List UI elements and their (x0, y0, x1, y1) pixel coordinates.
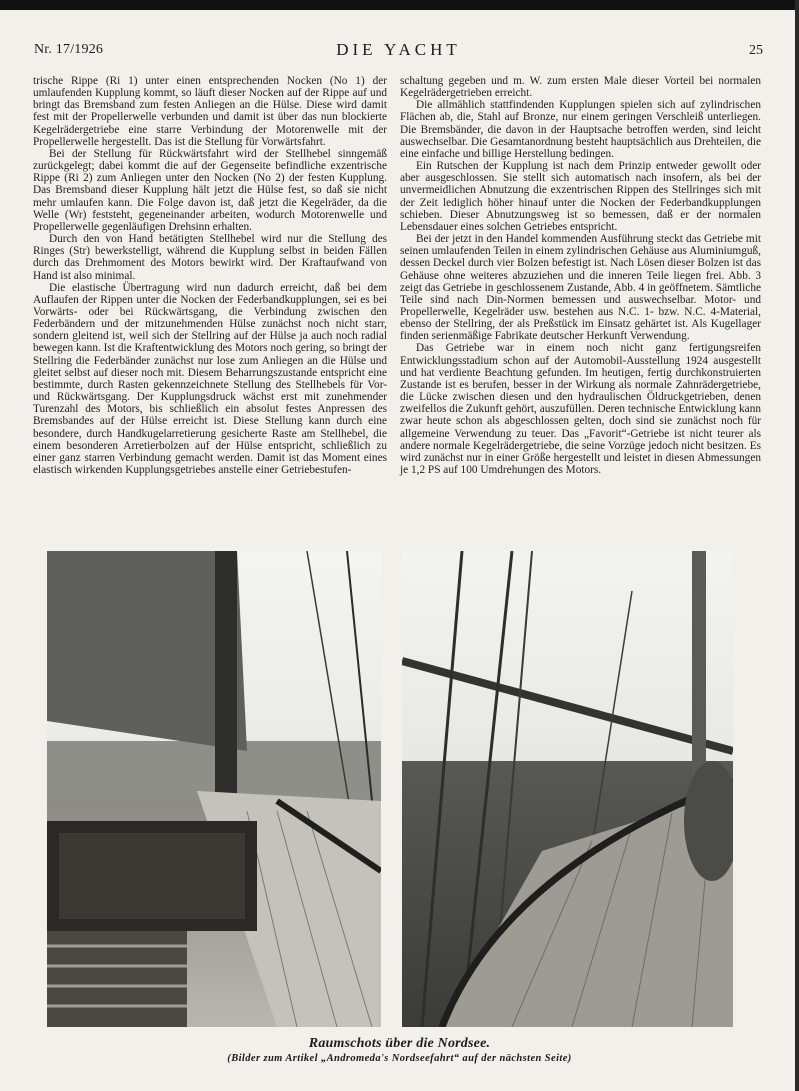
page-number: 25 (749, 43, 763, 58)
paragraph: trische Rippe (Ri 1) unter einen entsprechenden Nocken (No 1) der umlaufenden Kupplung kommt, so läuft dieser Nocken auf der Rippe auf und bringt das Bremsband zum festen Anliegen an die Hülse. Diese wird damit fest mit der Propellerwelle verbunden und damit ist über das nun blockierte Kegelrädergetriebe eine starre Verbindung der Motorenwelle mit der Propellerwelle hergestellt. Das ist die Stellung für Vorwärtsfahrt. (33, 75, 387, 148)
photo-yacht-bow-rigging (402, 551, 733, 1027)
paragraph: Bei der jetzt in den Handel kommenden Ausführung steckt das Getriebe mit seinen umlaufenden Teilen in einem zylindrischen Gehäuse aus Aluminiumguß, dessen Deckel durch vier Bolzen befestigt ist. Nach Lösen dieser Bolzen ist das Gehäuse ohne weiteres abzuziehen und die inneren Teile liegen frei. Abb. 3 zeigt das Getriebe in geschlossenem Zustande, Abb. 4 in geöffnetem. Sämtliche Teile sind nach Din-Normen bemessen und auswechselbar. Motor- und Propellerwelle, Kegelräder usw. bestehen aus N.C. 1- bzw. N.C. 4-Material, ebenso der Stellring, der als Preßstück im Einsatz gehärtet ist. Als Kugellager finden serienmäßige Fabrikate deutscher Herkunft Verwendung. (400, 233, 761, 343)
paragraph: Bei der Stellung für Rückwärtsfahrt wird der Stellhebel sinngemäß zurückgelegt; dabei kommt die auf der Gegenseite befindliche exzentrische Rippe (Ri 2) zum Anliegen unter den Nocken (No 2) der festen Kupplung. Das Bremsband dieser Kupplung hält jetzt die Hülse fest, so daß sie nicht mehr umlaufen kann. Die Folge davon ist, daß jetzt die Kegelräder, da die Welle (Wr) feststeht, gegeneinander arbeiten, wodurch Motorenwelle und Propellerwelle gegenläufigen Drehsinn erhalten. (33, 147, 387, 233)
magazine-title: DIE YACHT (336, 40, 461, 59)
paragraph: Das Getriebe war in einem noch nicht ganz fertigungsreifen Entwicklungsstadium schon auf der Automobil-Ausstellung 1924 ausgestellt und hat verdiente Beachtung gefunden. Im heutigen, fertig durchkonstruierten Zustande ist es berufen, besser in der Wirkung als normale Zahnrädergetriebe, die Lücke zwischen diesen und den hydraulischen Öldruckgetrieben, denen zweifellos die Zukunft gehört, auszufüllen. Deren technische Entwicklung kann zwar heute schon als abgeschlossen gelten, doch sind sie zunächst noch für allgemeine Verwendung zu teuer. Das „Favorit“-Getriebe ist nicht teurer als andere normale Kegelrädergetriebe, die seine Vorzüge jedoch nicht besitzen. Es wird zunächst nur in einer Größe hergestellt und leistet in diesen Abmessungen je 1,2 PS auf 100 Umdrehungen des Motors. (400, 342, 761, 476)
text-column-right (400, 75, 761, 476)
caption-title: Raumschots über die Nordsee. (308, 1036, 491, 1051)
paragraph: Die allmählich stattfindenden Kupplungen spielen sich auf zylindrischen Flächen ab, die, Stahl auf Bronze, nur einem geringen Verschleiß unterliegen. Die Bremsbänder, die davon in der Hauptsache betroffen werden, sind leicht auswechselbar. Die Gesamtanordnung besteht hauptsächlich aus Drehteilen, die eine einfache und billige Herstellung bedingen. (400, 99, 761, 160)
paragraph: Durch den von Hand betätigten Stellhebel wird nur die Stellung des Ringes (Str) bewerkstelligt, während die Kupplung selbst in beiden Fällen durch das Drehmoment des Motors bewirkt wird. Der Kraftaufwand von Hand ist also minimal. (33, 233, 387, 282)
scan-top-edge (0, 0, 799, 10)
photo-yacht-deck-sail (47, 551, 381, 1027)
figure-caption (0, 1036, 799, 1064)
paragraph: Ein Rutschen der Kupplung ist nach dem Prinzip entweder gewollt oder aber ausgeschlossen. Sie stellt sich automatisch nach insofern, als bei der unvermeidlichen Abnutzung die exzentrischen Rippen des Stellringes sich mit der Zeit lediglich höher hinauf unter die Nocken der Federbandkupplungen schieben. Dieser Abnutzungsweg ist so bemessen, daß er der normalen Lebensdauer eines solchen Getriebes entspricht. (400, 160, 761, 233)
issue-number: Nr. 17/1926 (34, 42, 104, 57)
text-column-left (33, 75, 387, 476)
scan-right-edge (795, 0, 799, 1091)
page-header (34, 40, 763, 62)
caption-subtitle: (Bilder zum Artikel „Andromeda's Nordseefahrt“ auf der nächsten Seite) (227, 1053, 572, 1064)
paragraph: Die elastische Übertragung wird nun dadurch erreicht, daß bei dem Auflaufen der Rippen unter die Nocken der Federbandkupplungen, sei es bei Vorwärts- oder bei Rückwärtsgang, die Verbindung zwischen den Federbändern und der mitzunehmenden Hülse zunächst noch nicht starr, sondern gleitend ist, weil sich der Stellring auf der Hülse ja auch noch radial bewegen kann. Ist die Kraftentwicklung des Motors noch gering, so bringt der Stellring die Federbänder zunächst nur lose zum Anliegen an die Hülse und gleitet selbst auf dieser noch mit. Diesem Beharrungszustande entspricht eine bestimmte, durch Rasten gekennzeichnete Stellung des Stellhebels für Vor- und Rückwärtsgang. Der Kupplungsdruck wächst erst mit zunehmender Turenzahl des Motors, bis schließlich ein absolut festes Anpressen des Bremsbandes auf der Hülse erreicht ist. Diese Stellung kann durch eine besondere, durch Handkugelarretierung gesicherte Raste am Stellhebel, die einem besonderen Arretierbolzen auf der Hülse entspricht, schließlich zu einer ganz starren Verbindung gemacht werden. Damit ist das Moment eines elastisch wirkenden Kupplungsgetriebes anstelle einer Getriebestufen- (33, 281, 387, 476)
paragraph: schaltung gegeben und m. W. zum ersten Male dieser Vorteil bei normalen Kegelrädergetrieben erreicht. (400, 75, 761, 100)
